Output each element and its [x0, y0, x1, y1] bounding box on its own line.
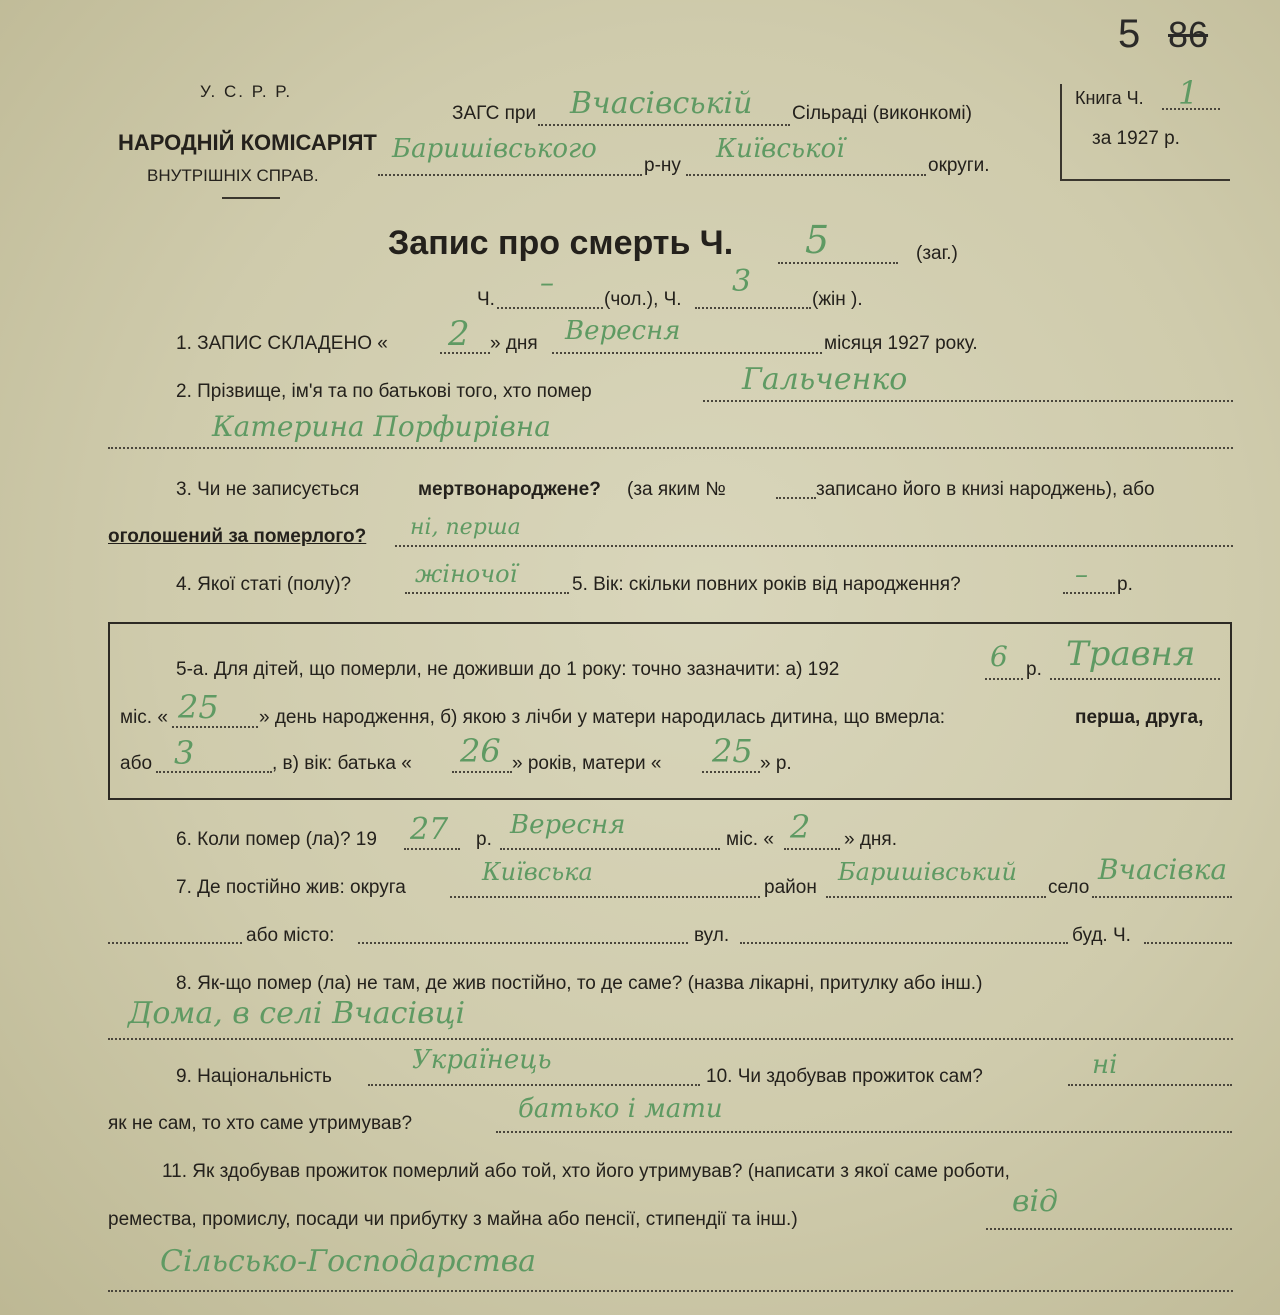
record-title: Запис про смерть Ч.	[388, 224, 734, 262]
item10-value-line	[1068, 1084, 1232, 1086]
count-label: Ч.	[477, 289, 495, 310]
item3-stillborn: мертвонароджене?	[418, 479, 601, 500]
book-box-bottom	[1060, 179, 1230, 181]
item7-house-line	[1144, 942, 1232, 944]
item8-value-line	[108, 1038, 1233, 1040]
item5a-month-line	[1050, 678, 1220, 680]
item5-age-label: 5. Вік: скільки повних років від народження?	[572, 574, 961, 595]
header-department: ВНУТРІШНІХ СПРАВ.	[147, 166, 319, 185]
item5a-month: Травня	[1066, 634, 1196, 674]
corner-number-struck: 86	[1168, 14, 1209, 55]
record-number-line	[778, 262, 898, 264]
zags-district-line	[378, 174, 642, 176]
item6-year-line	[404, 848, 460, 850]
item7-label: 7. Де постійно жив: округа	[176, 877, 406, 898]
item1-month: Вересня	[565, 316, 681, 346]
item1-label: 1. ЗАПИС СКЛАДЕНО «	[176, 333, 388, 354]
item5a-father-age: 26	[460, 732, 501, 770]
book-number: 1	[1178, 74, 1199, 112]
book-year: за 1927 р.	[1092, 128, 1180, 149]
record-number: 5	[805, 218, 830, 262]
item6-year-digits: 27	[410, 812, 449, 847]
item7-pre-city-line	[108, 942, 242, 944]
item7-city-line	[358, 942, 688, 944]
item5a-mother-line	[702, 771, 760, 773]
zags-okrug-value: Київської	[716, 134, 845, 164]
male-count-line	[497, 307, 603, 309]
item5a-order: 3	[174, 734, 195, 772]
female-count-line	[695, 307, 811, 309]
record-title-suffix: (заг.)	[916, 243, 958, 264]
item6-day-label: » дня.	[844, 829, 897, 850]
item11-value2: Сільсько-Господарства	[160, 1244, 537, 1279]
item1-year-label: місяця 1927 року.	[824, 333, 978, 354]
item2-label: 2. Прізвище, ім'я та по батькові того, хто помер	[176, 381, 592, 402]
item2-surname-line	[703, 400, 1233, 402]
item5a-order-bold: перша, друга,	[1075, 707, 1204, 728]
item6-month-line	[500, 848, 720, 850]
item2-names-line	[108, 447, 1233, 449]
zags-council-value: Вчасівській	[570, 86, 753, 121]
item5a-r-end: » р.	[760, 753, 792, 774]
item9-value: Українець	[412, 1045, 552, 1075]
item11-line2-fill	[986, 1228, 1232, 1230]
item7-okrug-line	[450, 896, 760, 898]
item7-house-label: буд. Ч.	[1072, 925, 1131, 946]
book-box-left	[1060, 84, 1062, 179]
item8-value: Дома, в селі Вчасівці	[128, 996, 466, 1031]
item11-value1: від	[1012, 1184, 1059, 1219]
item3-text3: записано його в книзі народжень), або	[816, 479, 1155, 500]
item3-text: 3. Чи не записується	[176, 479, 360, 500]
item6-label: 6. Коли помер (ла)? 19	[176, 829, 377, 850]
item7-selo-label: село	[1048, 877, 1090, 898]
item3-text2: (за яким №	[627, 479, 726, 500]
item10-label: 10. Чи здобував прожиток сам?	[706, 1066, 983, 1087]
item2-surname: Гальченко	[742, 362, 908, 397]
item7-rayon: Баришівський	[838, 858, 1017, 886]
item5-age-value: –	[1075, 560, 1088, 590]
item6-r: р.	[476, 829, 492, 850]
book-label: Книга Ч.	[1075, 88, 1144, 108]
corner-number: 5	[1118, 12, 1141, 56]
zags-okrug-line	[686, 174, 926, 176]
zags-district-label: р-ну	[644, 155, 681, 176]
item5-age-unit: р.	[1117, 574, 1133, 595]
item5a-age-text: , в) вік: батька «	[272, 753, 412, 774]
item7-selo: Вчасівка	[1098, 853, 1228, 886]
item8-label: 8. Як-що помер (ла) не там, де жив постійно, то де саме? (назва лікарні, притулку або інш.)	[176, 973, 983, 994]
zags-okrug-label: округи.	[928, 155, 990, 176]
item5a-mis: міс. «	[120, 707, 168, 728]
item5a-years-text: » років, матери «	[512, 753, 662, 774]
item7-street-line	[740, 942, 1068, 944]
item6-month: Вересня	[510, 810, 626, 840]
item9-label: 9. Національність	[176, 1066, 332, 1087]
item7-street-label: вул.	[694, 925, 730, 946]
item5a-mother-age: 25	[712, 732, 753, 770]
item3-number-line	[776, 497, 816, 499]
zags-district-value: Баришівського	[392, 134, 597, 164]
item6-day: 2	[790, 808, 811, 846]
male-count: –	[540, 266, 554, 299]
item5a-line1: 5-а. Для дітей, що померли, не доживши до 1 року: точно зазначити: а) 192	[176, 659, 840, 680]
zags-prefix: ЗАГС при	[452, 103, 537, 124]
female-count: 3	[732, 264, 752, 299]
item11-line1: 11. Як здобував прожиток померлий або той, хто його утримував? (написати з якої саме роботи,	[162, 1161, 1010, 1182]
item5a-day: 25	[178, 688, 219, 726]
header-divider	[222, 197, 280, 199]
item6-day-line	[784, 848, 840, 850]
item7-selo-line	[1092, 896, 1232, 898]
header-commissariat: НАРОДНІЙ КОМІСАРІЯТ	[118, 130, 377, 155]
item4-value-line	[405, 592, 569, 594]
item11-line2: ремества, промислу, посади чи прибутку з майна або пенсії, стипендії та інш.)	[108, 1209, 798, 1230]
item7-okrug: Київська	[482, 858, 593, 886]
item1-month-line	[552, 352, 822, 354]
item4-label: 4. Якої статі (полу)?	[176, 574, 352, 595]
item4-value: жіночої	[415, 560, 518, 588]
item10-supported-line	[496, 1131, 1232, 1133]
item7-city-label: або місто:	[246, 925, 335, 946]
item5a-year-line	[985, 678, 1023, 680]
male-count-label: (чол.), Ч.	[604, 289, 682, 310]
zags-suffix: Сільраді (виконкомі)	[792, 103, 972, 124]
item1-day: 2	[448, 314, 470, 354]
item5a-r: р.	[1026, 659, 1042, 680]
zags-council-line	[538, 124, 790, 126]
item3-declared: оголошений за померлого?	[108, 526, 367, 547]
item6-mis: міс. «	[726, 829, 774, 850]
item7-rayon-label: район	[764, 877, 817, 898]
item2-names: Катерина Порфирівна	[212, 410, 551, 443]
item5-age-line	[1063, 592, 1115, 594]
item3-value: ні, перша	[410, 515, 521, 540]
item10-supported-label: як не сам, то хто саме утримував?	[108, 1113, 413, 1134]
header-republic: У. С. Р. Р.	[200, 82, 293, 101]
item5a-day-line	[172, 726, 258, 728]
item10-value: ні	[1092, 1050, 1118, 1080]
item5a-abo: або	[120, 753, 153, 774]
item7-rayon-line	[826, 896, 1046, 898]
item5a-day-label: » день народження, б) якою з лічби у матери народилась дитина, що вмерла:	[259, 707, 946, 728]
item9-value-line	[368, 1084, 700, 1086]
female-count-label: (жін ).	[812, 289, 863, 310]
item1-day-label: » дня	[490, 333, 538, 354]
item10-supported-value: батько і мати	[518, 1094, 723, 1124]
item5a-year-digit: 6	[990, 640, 1008, 673]
item11-value-line	[108, 1290, 1233, 1292]
item3-value-line	[395, 545, 1233, 547]
item5a-father-line	[452, 771, 512, 773]
